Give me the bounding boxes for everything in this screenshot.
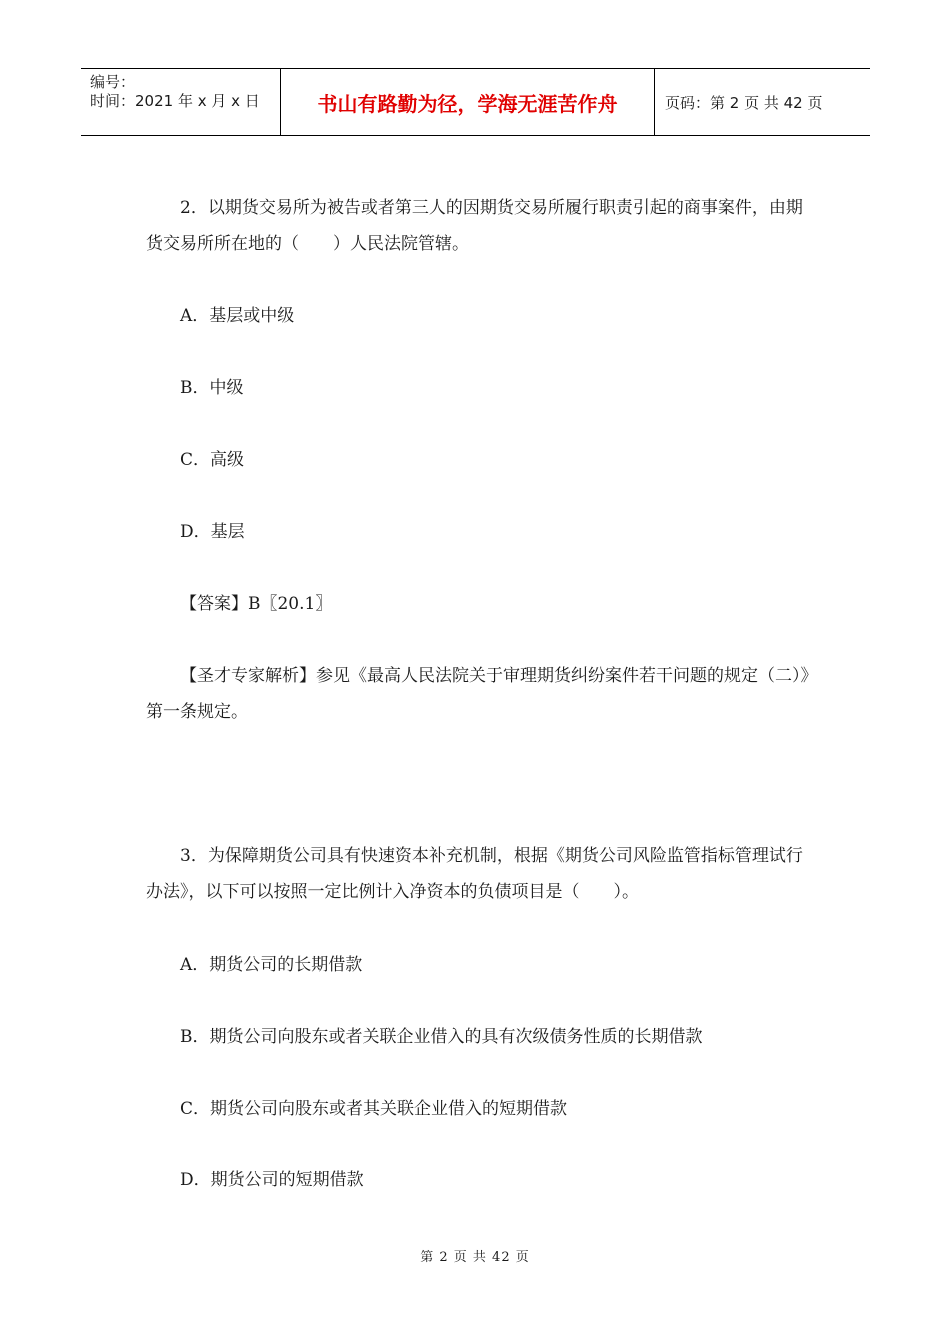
question-2-option-c: C．高级 (180, 450, 245, 470)
question-3-option-d: D．期货公司的短期借款 (180, 1170, 364, 1190)
question-2-analysis: 【圣才专家解析】参见《最高人民法院关于审理期货纠纷案件若干问题的规定（二）》第一条规定。 (146, 666, 809, 722)
question-2-option-b: B．中级 (180, 378, 244, 398)
question-3-option-b: B．期货公司向股东或者关联企业借入的具有次级债务性质的长期借款 (180, 1027, 703, 1047)
question-2-answer: 【答案】B〖20.1〗 (180, 594, 333, 614)
page-header (81, 68, 870, 136)
question-2-stem: 2．以期货交易所为被告或者第三人的因期货交易所履行职责引起的商事案件，由期货交易所所在地的（ ）人民法院管辖。 (146, 198, 803, 254)
page-footer: 第 2 页 共 42 页 (420, 1250, 530, 1265)
header-page-indicator: 页码：第 2 页 共 42 页 (665, 93, 823, 112)
question-3-option-a: A．期货公司的长期借款 (180, 955, 363, 975)
header-meta (81, 69, 281, 135)
document-number-label: 编号： (90, 73, 136, 91)
document-date-label: 时间：2021 年 x 月 x 日 (90, 92, 260, 110)
header-motto: 书山有路勤为径，学海无涯苦作舟 (281, 69, 655, 135)
question-2-option-a: A．基层或中级 (180, 306, 295, 326)
question-3-option-c: C．期货公司向股东或者其关联企业借入的短期借款 (180, 1099, 568, 1119)
question-3-stem: 3．为保障期货公司具有快速资本补充机制，根据《期货公司风险监管指标管理试行办法》，以下可以按照一定比例计入净资本的负债项目是（ ）。 (146, 846, 803, 902)
question-2-option-d: D．基层 (180, 522, 245, 542)
